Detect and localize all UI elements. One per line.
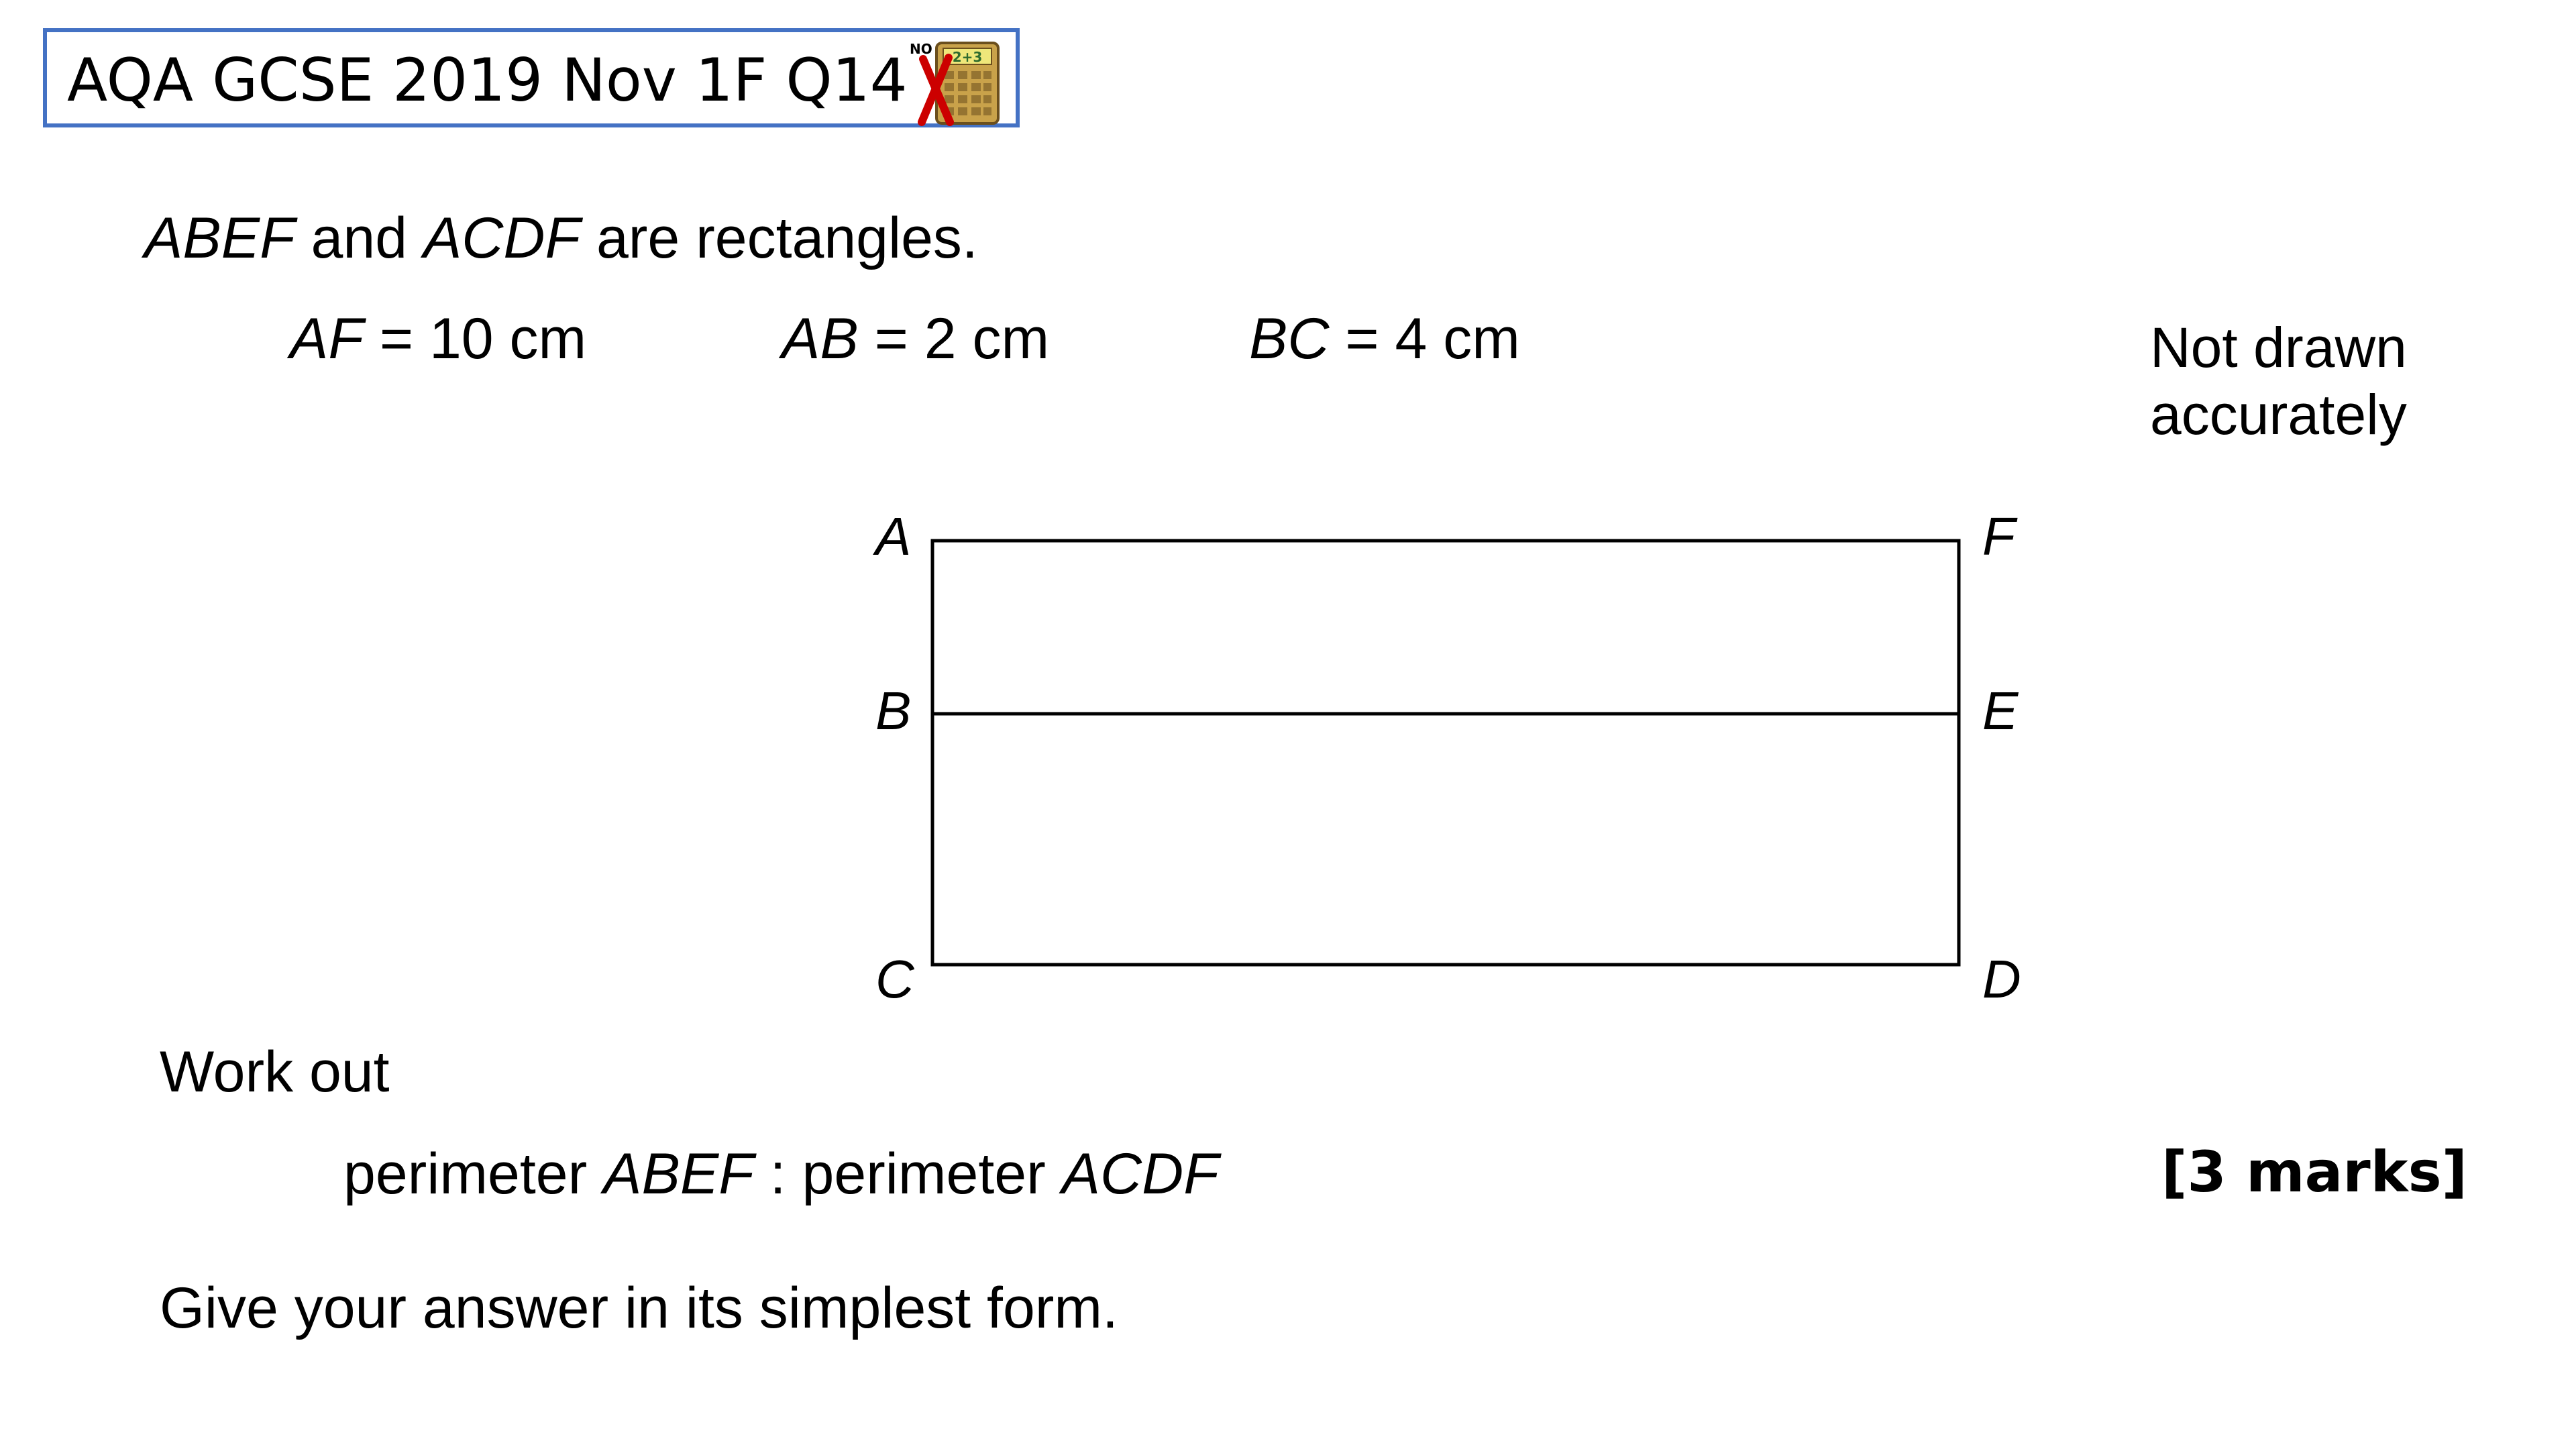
ratio-expression [343,1140,1219,1208]
ratio-part2: perimeter [802,1142,1046,1206]
vertex-f-label: F [1982,506,2015,566]
marks-label: [3 marks] [2161,1139,2467,1205]
given-ab-name: AB [782,307,859,371]
calculator-screen-text: 2+3 [952,49,983,65]
ratio-shape1: ABEF [603,1142,754,1206]
no-badge-text: NO [910,41,932,57]
statement-rest: are rectangles. [596,206,978,270]
question-title: AQA GCSE 2019 Nov 1F Q14 [67,46,908,115]
given-bc-value: 4 cm [1395,307,1520,371]
instruction-text: Give your answer in its simplest form. [160,1276,1118,1340]
rect1-name: ABEF [144,206,295,270]
not-drawn-line2: accurately [2150,383,2407,446]
given-af-eq: = [379,307,414,371]
given-ab-value: 2 cm [924,307,1050,371]
given-bc-eq: = [1345,307,1379,371]
ratio-part1: perimeter [343,1142,588,1206]
not-drawn-line1: Not drawn [2150,316,2407,379]
ratio-shape2: ACDF [1061,1142,1219,1206]
outer-rectangle-acdf [932,541,1959,965]
rect2-name: ACDF [423,206,581,270]
vertex-a-label: A [875,506,912,566]
ratio-colon: : [769,1142,786,1206]
vertex-b-label: B [875,681,912,741]
vertex-c-label: C [875,949,914,1009]
vertex-d-label: D [1982,949,2021,1009]
and-word: and [311,206,408,270]
given-af-name: AF [290,307,364,371]
given-af-value: 10 cm [429,307,587,371]
work-out-text: Work out [160,1040,390,1104]
vertex-e-label: E [1982,681,2019,741]
given-bc-name: BC [1249,307,1330,371]
given-ab-eq: = [874,307,908,371]
